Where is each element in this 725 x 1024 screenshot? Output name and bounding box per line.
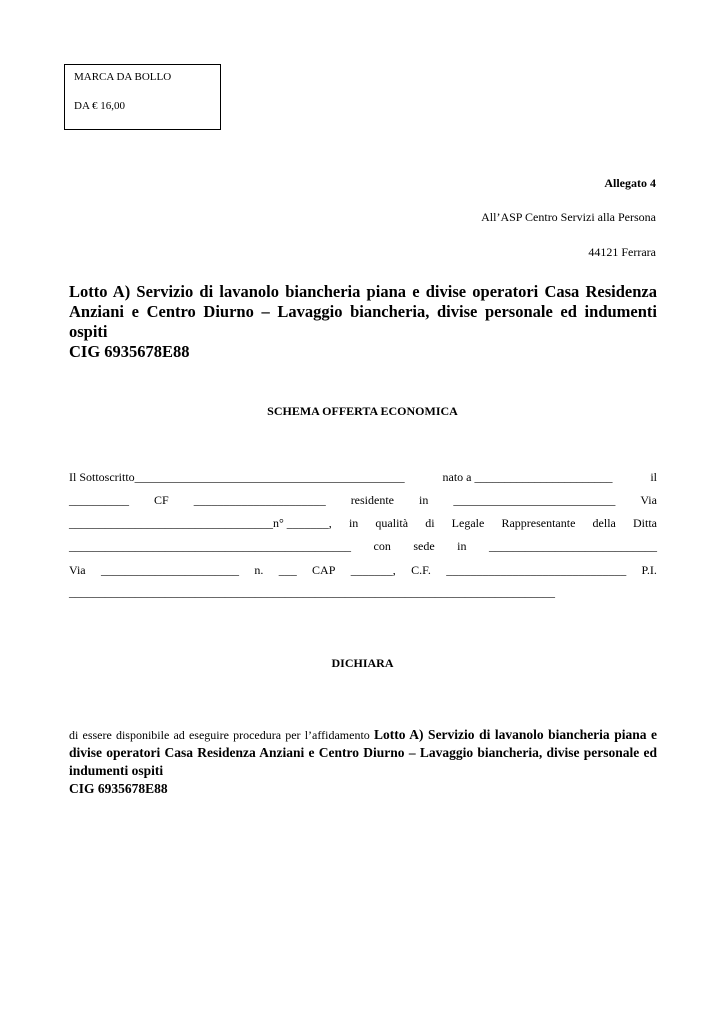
- stamp-line-2: DA € 16,00: [74, 100, 126, 112]
- form-cell: il: [650, 470, 657, 484]
- recipient-line-2: 44121 Ferrara: [588, 245, 656, 259]
- form-row: [69, 493, 657, 508]
- form-cell: CAP: [312, 563, 336, 577]
- declaration-lot: Lotto A) Servizio di lavanolo biancheria piana e divise operatori Casa Residenza Anziani e Centro Diurno – Lavaggio biancheria, divise personale ed indumenti ospiti: [69, 727, 658, 778]
- form-cell: sede: [413, 539, 435, 553]
- form-cell: __________________________________n° _______,: [69, 516, 332, 530]
- form-cell: in: [457, 539, 467, 553]
- form-cell: n.: [254, 563, 264, 577]
- declaration-intro: di essere disponibile ad eseguire procedura per l’affidamento: [69, 728, 370, 742]
- form-cell: qualità: [375, 516, 409, 530]
- form-cell: della: [592, 516, 616, 530]
- form-cell: nato a _______________________: [442, 470, 613, 484]
- declaration-text: [69, 726, 657, 798]
- form-cell: Legale: [451, 516, 485, 530]
- form-cell: Ditta: [632, 516, 657, 530]
- title-text: Lotto A) Servizio di lavanolo biancheria piana e divise operatori Casa Residenza Anziani e Centro Diurno – Lavaggio biancheria, divise personale ed indumenti ospiti: [69, 282, 657, 341]
- form-row: [69, 539, 657, 554]
- form-cell: Rappresentante: [501, 516, 576, 530]
- stamp-line-1: MARCA DA BOLLO: [74, 71, 172, 83]
- form-cell: ____________________________: [489, 539, 657, 553]
- form-cell: ______________________: [193, 493, 326, 507]
- form-cell: C.F.: [411, 563, 431, 577]
- schema-heading: SCHEMA OFFERTA ECONOMICA: [267, 404, 458, 418]
- form-cell: _______________________: [100, 563, 239, 577]
- form-cell: ___: [278, 563, 297, 577]
- form-cell: ______________________________: [446, 563, 627, 577]
- form-cell: CF: [154, 493, 169, 507]
- form-cell: ___________________________: [453, 493, 616, 507]
- form-cell: di: [425, 516, 435, 530]
- form-cell: Via: [640, 493, 657, 507]
- form-cell: con: [373, 539, 391, 553]
- title-cig: CIG 6935678E88: [69, 342, 190, 361]
- document-title: [69, 282, 657, 362]
- dichiara-heading: DICHIARA: [331, 656, 394, 670]
- form-row: [69, 563, 657, 578]
- form-cell: residente: [350, 493, 394, 507]
- form-cell: Il Sottoscritto_____________________________________________: [69, 470, 405, 484]
- form-row: [69, 516, 657, 531]
- form-cell: in: [419, 493, 429, 507]
- form-cell: Via: [69, 563, 86, 577]
- form-cell: _______________________________________________: [69, 539, 351, 553]
- revenue-stamp-box: [64, 64, 221, 130]
- form-cell: __________: [69, 493, 129, 507]
- form-cell: _________________________________________________________________________________: [69, 585, 555, 599]
- declaration-cig: CIG 6935678E88: [69, 781, 168, 796]
- attachment-label: Allegato 4: [604, 176, 656, 190]
- recipient-line-1: All’ASP Centro Servizi alla Persona: [481, 210, 656, 224]
- form-cell: _______,: [350, 563, 396, 577]
- form-cell: P.I.: [641, 563, 657, 577]
- form-row: [69, 470, 657, 485]
- form-row: [69, 585, 657, 600]
- form-cell: in: [348, 516, 359, 530]
